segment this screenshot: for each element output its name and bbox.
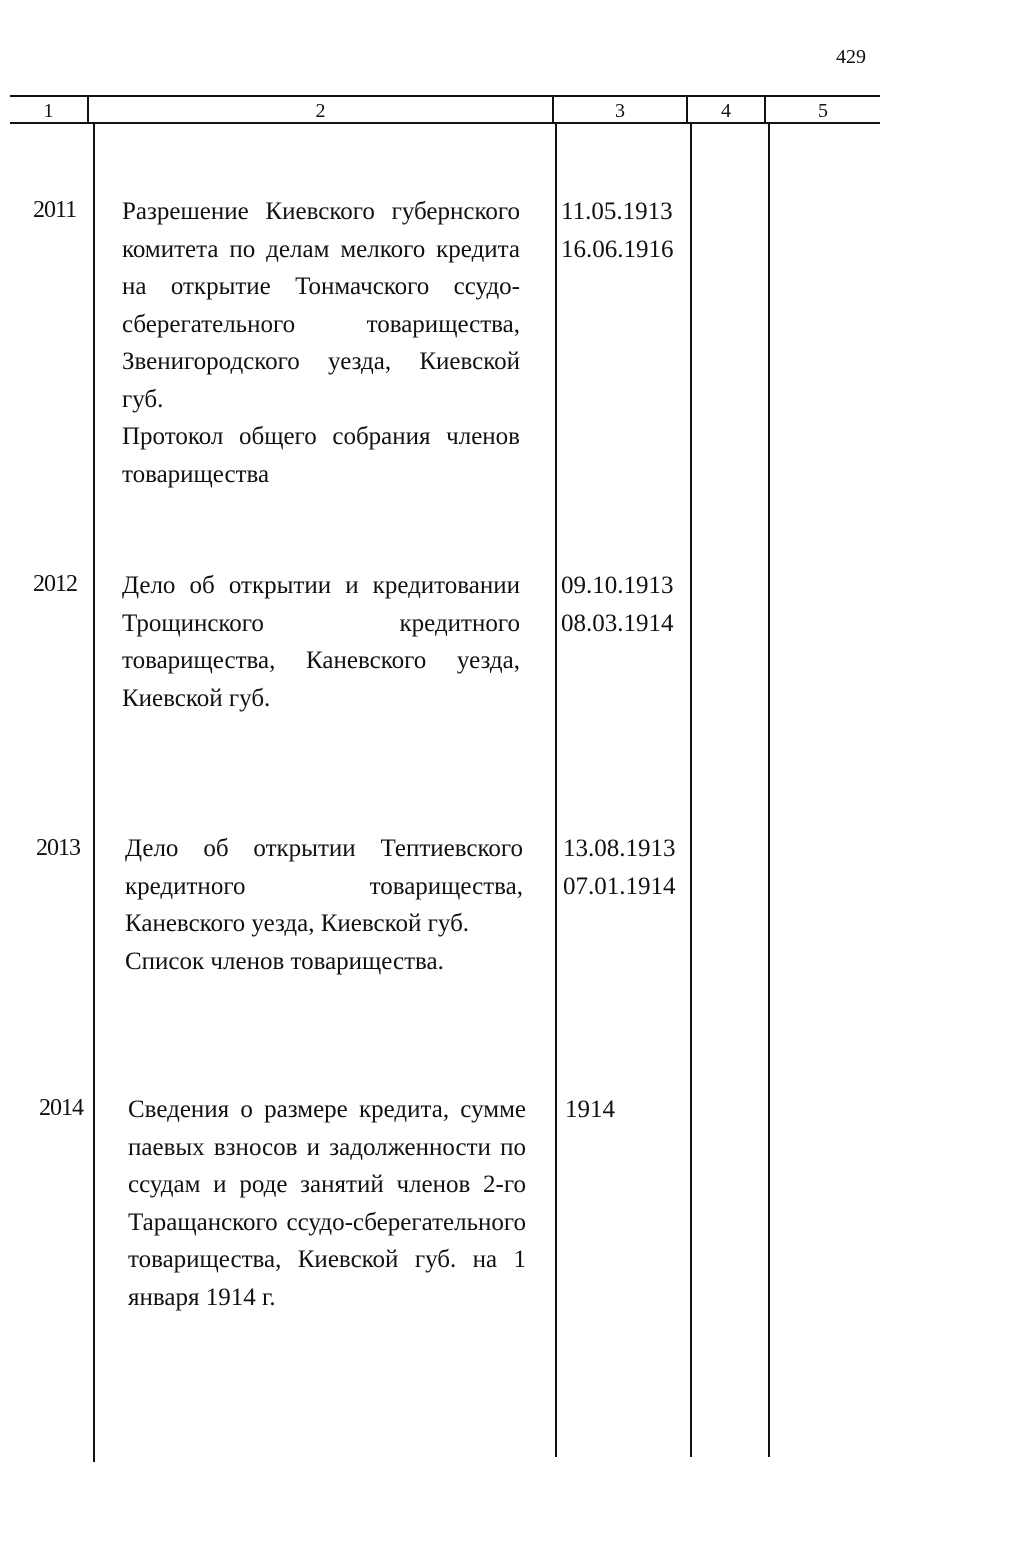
column-header-2: 2 [315, 100, 326, 122]
description-paragraph: Сведения о размере кредита, сумме паевых взносов и задолженности по ссудам и роде занятий членов 2-го Таращанского ссудо-сберегательного товарищества, Киевской губ. на 1 января 1914 г. [128, 1096, 526, 1311]
description-paragraph: Дело об открытии Тептиевского кредитного товарищества, Каневского уезда, Киевской губ. [125, 835, 523, 937]
description-paragraph: Список членов товарищества. [125, 947, 444, 975]
record-number: 2011 [33, 197, 77, 223]
record-description [122, 193, 520, 493]
record-dates [563, 830, 676, 905]
column-header-1: 1 [43, 100, 54, 122]
record-number: 2013 [36, 835, 80, 861]
column-divider-1-body [93, 122, 95, 1462]
column-header-4: 4 [721, 100, 731, 122]
column-divider-4-body [768, 122, 770, 1457]
record-dates [561, 567, 674, 642]
column-divider-2-body [555, 122, 557, 1457]
page-number: 429 [836, 46, 866, 68]
record-description [128, 1091, 526, 1316]
record-number: 2014 [39, 1095, 83, 1121]
record-number: 2012 [33, 571, 77, 597]
date-start: 09.10.1913 [561, 572, 674, 599]
column-header-3: 3 [615, 100, 625, 122]
description-paragraph: Разрешение Киевского губернского комитета по делам мелкого кредита на открытие Тонмачского ссудо-сберегательного товарищества, Звенигородского уезда, Киевской губ. [122, 198, 520, 413]
record-description [122, 567, 520, 717]
description-paragraph: Дело об открытии и кредитовании Трощинского кредитного товарищества, Каневского уезда, Киевской губ. [122, 572, 520, 712]
column-divider-3-body [690, 122, 692, 1457]
date-end: 16.06.1916 [561, 235, 674, 263]
record-description [125, 830, 523, 980]
date-end: 07.01.1914 [563, 872, 676, 900]
date-end: 08.03.1914 [561, 609, 674, 637]
column-header-5: 5 [818, 100, 828, 122]
record-dates [565, 1091, 615, 1129]
table-top-rule [10, 95, 880, 97]
date-start: 11.05.1913 [561, 198, 673, 225]
date-start: 1914 [565, 1096, 615, 1123]
description-paragraph: Протокол общего собрания членов товарищества [122, 423, 520, 488]
record-dates [561, 193, 674, 268]
date-start: 13.08.1913 [563, 835, 676, 862]
